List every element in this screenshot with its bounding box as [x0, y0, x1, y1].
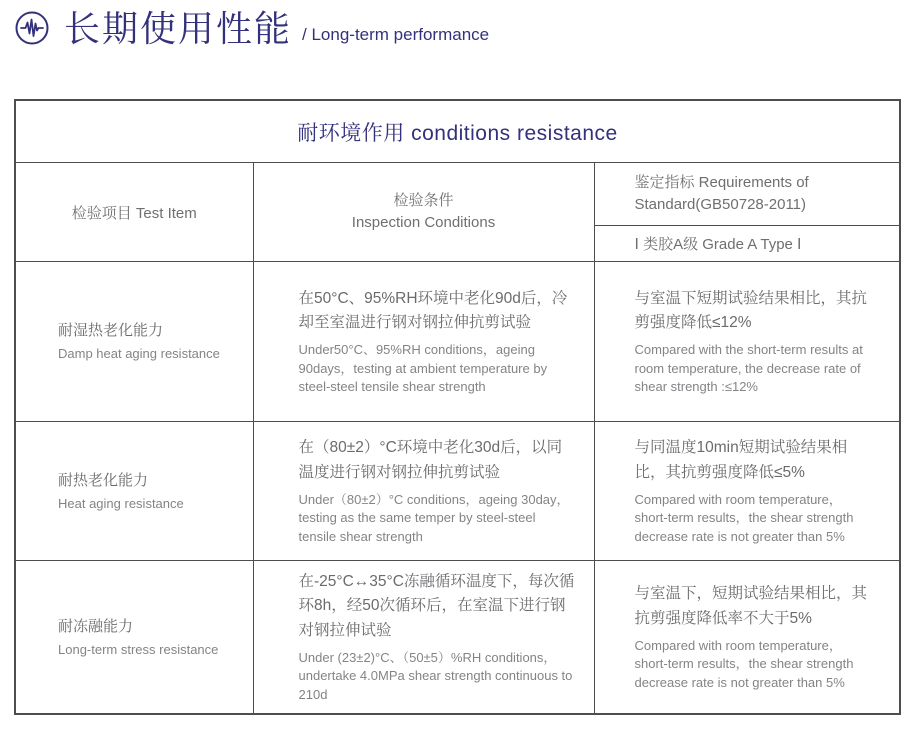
cell-test-item — [15, 561, 253, 715]
cell-requirement — [594, 262, 900, 422]
table-header-row-1 — [15, 163, 900, 226]
cell-inspection-condition — [253, 561, 594, 715]
cell-test-item — [15, 422, 253, 561]
table-title-row — [15, 100, 900, 163]
condition-en: Under50°C、95%RH conditions，ageing 90days，testing at ambient temperature by steel-steel tensile shear strength — [298, 342, 548, 395]
test-item-en: Heat aging resistance — [58, 495, 184, 511]
condition-zh: 在-25°C↔35°C冻融循环温度下，每次循环8h，经50次循环后，在室温下进行钢对钢拉伸试验 — [298, 572, 575, 640]
header-test-item: 检验项目 Test Item — [15, 163, 253, 262]
header-inspection-conditions — [253, 163, 594, 262]
test-item-zh: 耐热老化能力 — [58, 471, 149, 489]
test-item-zh: 耐冻融能力 — [58, 617, 134, 635]
table-title: 耐环境作用 conditions resistance — [15, 100, 900, 163]
condition-zh: 在（80±2）°C环境中老化30d后，以同温度进行钢对钢拉伸抗剪试验 — [298, 439, 563, 481]
table-row-freeze-thaw — [15, 561, 900, 715]
condition-en: Under（80±2）°C conditions，ageing 30day，testing as the same temper by steel-steel tensile shear strength — [298, 491, 570, 544]
condition-en: Under (23±2)°C、（50±5）%RH conditions，undertake 4.0MPa shear strength continuous to 210d — [298, 650, 573, 702]
requirement-en: Compared with room temperature，short-term results，the shear strength decrease rate is not greater than 5% — [634, 637, 854, 690]
test-item-en: Long-term stress resistance — [58, 641, 219, 657]
table-row-heat-aging — [15, 422, 900, 561]
table-row-damp-heat-aging — [15, 262, 900, 422]
cell-requirement — [594, 561, 900, 715]
conditions-resistance-table — [14, 99, 901, 715]
condition-zh: 在50°C、95%RH环境中老化90d后，冷却至室温进行钢对钢拉伸抗剪试验 — [298, 289, 568, 332]
requirement-zh: 与室温下，短期试验结果相比，其抗剪强度降低率不大于5% — [634, 585, 868, 627]
test-item-zh: 耐湿热老化能力 — [58, 322, 164, 340]
header-inspection-conditions-en: Inspection Conditions — [351, 214, 496, 231]
page-title-zh: 长期使用性能 — [64, 8, 293, 50]
page-title-en: / Long-term performance — [302, 25, 490, 44]
requirement-zh: 与室温下短期试验结果相比，其抗剪强度降低≤12% — [634, 289, 868, 332]
cell-inspection-condition — [253, 422, 594, 561]
cell-inspection-condition — [253, 262, 594, 422]
requirement-zh: 与同温度10min短期试验结果相比，其抗剪强度降低≤5% — [634, 439, 848, 481]
requirement-en: Compared with room temperature，short-term results，the shear strength decrease rate is not greater than 5% — [634, 491, 854, 544]
requirement-en: Compared with the short-term results at room temperature, the decrease rate of shear strength :≤12% — [634, 342, 863, 395]
pulse-waveform-icon — [14, 10, 50, 46]
cell-test-item — [15, 262, 253, 422]
page-header — [14, 10, 489, 48]
header-requirements: 鉴定指标 Requirements of Standard(GB50728-2011) — [594, 163, 900, 226]
cell-requirement — [594, 422, 900, 561]
test-item-en: Damp heat aging resistance — [58, 346, 220, 362]
header-inspection-conditions-zh: 检验条件 — [393, 191, 454, 209]
header-grade: Ⅰ 类胶A级 Grade A Type Ⅰ — [594, 225, 900, 261]
